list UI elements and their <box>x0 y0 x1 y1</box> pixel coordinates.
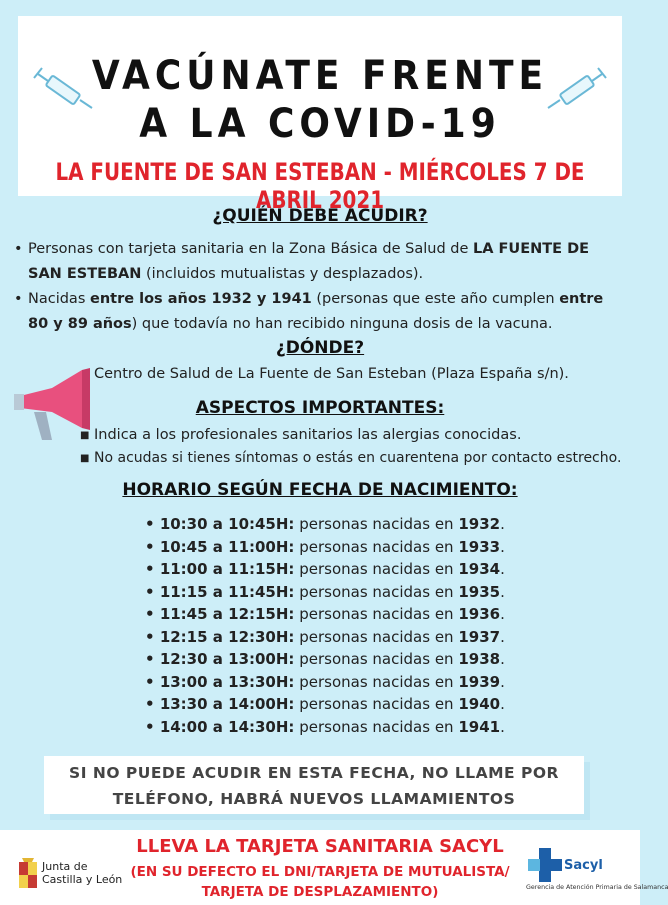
schedule-phrase: personas nacidas en <box>299 582 454 601</box>
important-item-2-text: No acudas si tienes síntomas o estás en cuarentena por contacto estrecho. <box>94 450 622 466</box>
who-item-2-bold-years: entre los años 1932 y 1941 <box>90 291 312 307</box>
junta-line-2: Castilla y León <box>42 873 123 886</box>
schedule-time: 11:00 a 11:15H: <box>159 560 295 578</box>
who-item-1-end: (incluidos mutualistas y desplazados). <box>141 266 424 282</box>
who-item-2-bold-ages: entre 80 y 89 años <box>28 291 604 332</box>
bullet-icon: • <box>14 241 23 257</box>
schedule-year: 1934 <box>458 560 501 578</box>
who-item-2-mid: (personas que este año cumplen <box>311 291 560 307</box>
title-line-1: VACÚNATE FRENTE <box>91 53 549 99</box>
schedule-phrase: personas nacidas en <box>299 695 454 713</box>
who-heading: ¿QUIÉN DEBE ACUDIR? <box>212 206 428 226</box>
schedule-phrase: personas nacidas en <box>299 672 454 691</box>
bullet-icon: • <box>145 605 160 623</box>
schedule-phrase: personas nacidas en <box>299 717 454 736</box>
sacyl-subtitle: Gerencia de Atención Primaria de Salamanca <box>526 884 668 891</box>
who-item-2 <box>14 287 623 337</box>
schedule-time: 12:30 a 13:00H: <box>159 650 295 668</box>
sacyl-name: Sacyl <box>564 858 603 873</box>
schedule-row: • 10:45 a 11:00H: personas nacidas en 1933. <box>145 537 505 556</box>
square-bullet-icon: ■ <box>80 430 90 441</box>
important-item-1 <box>80 423 634 448</box>
sacyl-cross-icon <box>528 848 562 882</box>
schedule-heading: HORARIO SEGÚN FECHA DE NACIMIENTO: <box>122 480 518 500</box>
schedule-phrase: personas nacidas en <box>299 560 454 578</box>
square-bullet-icon: ■ <box>80 453 90 464</box>
header-panel <box>18 16 622 214</box>
schedule-time: 10:45 a 11:00H: <box>159 537 295 556</box>
schedule-phrase: personas nacidas en <box>299 605 454 623</box>
junta-logo <box>18 856 128 896</box>
schedule-time: 10:30 a 10:45H: <box>159 515 295 533</box>
bullet-icon: • <box>145 717 160 736</box>
schedule-row: • 10:30 a 10:45H: personas nacidas en 1932. <box>145 515 505 533</box>
schedule-row: • 13:00 a 13:30H: personas nacidas en 1939. <box>145 672 505 691</box>
title-line-2: A LA COVID-19 <box>139 101 501 147</box>
bullet-icon: • <box>145 515 160 533</box>
junta-text <box>42 860 122 886</box>
bullet-icon: • <box>145 537 160 556</box>
where-item-text: Centro de Salud de La Fuente de San Esteban (Plaza España s/n). <box>94 366 569 382</box>
schedule-time: 11:15 a 11:45H: <box>159 582 295 601</box>
bullet-icon: • <box>145 582 160 601</box>
event-subtitle: LA FUENTE DE SAN ESTEBAN - MIÉRCOLES 7 DE ABRIL 2021 <box>55 158 585 214</box>
schedule-year: 1938 <box>458 650 501 668</box>
who-item-1-bold: LA FUENTE DE SAN ESTEBAN <box>28 241 590 282</box>
footer-line-3: TARJETA DE DESPLAZAMIENTO) <box>201 884 439 900</box>
bullet-icon: • <box>145 650 160 668</box>
schedule-row: • 13:30 a 14:00H: personas nacidas en 1940. <box>145 695 505 713</box>
schedule-row: • 11:15 a 11:45H: personas nacidas en 1935. <box>145 582 505 601</box>
schedule-row: • 11:45 a 12:15H: personas nacidas en 1936. <box>145 605 505 623</box>
schedule-time: 12:15 a 12:30H: <box>159 627 295 646</box>
schedule-year: 1936 <box>458 605 501 623</box>
notice-box <box>44 756 584 814</box>
schedule-year: 1935 <box>458 582 501 601</box>
schedule-phrase: personas nacidas en <box>299 627 454 646</box>
notice-line-2: TELÉFONO, HABRÁ NUEVOS LLAMAMIENTOS <box>112 790 516 808</box>
where-item <box>94 362 624 387</box>
schedule-year: 1937 <box>458 627 501 646</box>
schedule-phrase: personas nacidas en <box>299 515 454 533</box>
sacyl-logo <box>526 844 668 904</box>
who-item-2-end: ) que todavía no han recibido ninguna dosis de la vacuna. <box>131 316 553 332</box>
who-item-2-text: Nacidas <box>28 291 90 307</box>
bullet-icon: • <box>14 291 23 307</box>
junta-line-1: Junta de <box>42 860 88 873</box>
who-item-1-text: Personas con tarjeta sanitaria en la Zona Básica de Salud de <box>28 241 473 257</box>
schedule-phrase: personas nacidas en <box>299 537 454 556</box>
schedule-year: 1939 <box>458 672 501 691</box>
bullet-icon: • <box>145 695 160 713</box>
footer-line-2: (EN SU DEFECTO EL DNI/TARJETA DE MUTUALISTA/ <box>130 864 510 880</box>
schedule-year: 1941 <box>458 717 501 736</box>
who-item-1 <box>14 237 623 287</box>
schedule-time: 13:30 a 14:00H: <box>159 695 295 713</box>
bullet-icon: • <box>145 672 160 691</box>
bullet-icon: • <box>145 560 160 578</box>
schedule-row: • 12:30 a 13:00H: personas nacidas en 1938. <box>145 650 505 668</box>
important-heading: ASPECTOS IMPORTANTES: <box>195 398 445 418</box>
schedule-row: • 12:15 a 12:30H: personas nacidas en 1937. <box>145 627 505 646</box>
important-item-2 <box>80 446 639 471</box>
schedule-phrase: personas nacidas en <box>299 650 454 668</box>
schedule-year: 1932 <box>458 515 501 533</box>
schedule-time: 13:00 a 13:30H: <box>159 672 295 691</box>
coat-of-arms-icon <box>18 856 38 892</box>
schedule-year: 1933 <box>458 537 501 556</box>
schedule-row: • 14:00 a 14:30H: personas nacidas en 1941. <box>145 717 505 736</box>
schedule-time: 14:00 a 14:30H: <box>159 717 295 736</box>
bullet-icon: • <box>145 627 160 646</box>
important-item-1-text: Indica a los profesionales sanitarios las alergias conocidas. <box>94 427 522 443</box>
notice-line-1: SI NO PUEDE ACUDIR EN ESTA FECHA, NO LLAME POR <box>69 764 559 782</box>
schedule-time: 11:45 a 12:15H: <box>159 605 295 623</box>
where-heading: ¿DÓNDE? <box>275 338 365 358</box>
schedule-row: • 11:00 a 11:15H: personas nacidas en 1934. <box>145 560 505 578</box>
footer-panel <box>0 830 668 905</box>
schedule-year: 1940 <box>458 695 501 713</box>
footer-title: LLEVA LA TARJETA SANITARIA SACYL <box>136 836 504 857</box>
